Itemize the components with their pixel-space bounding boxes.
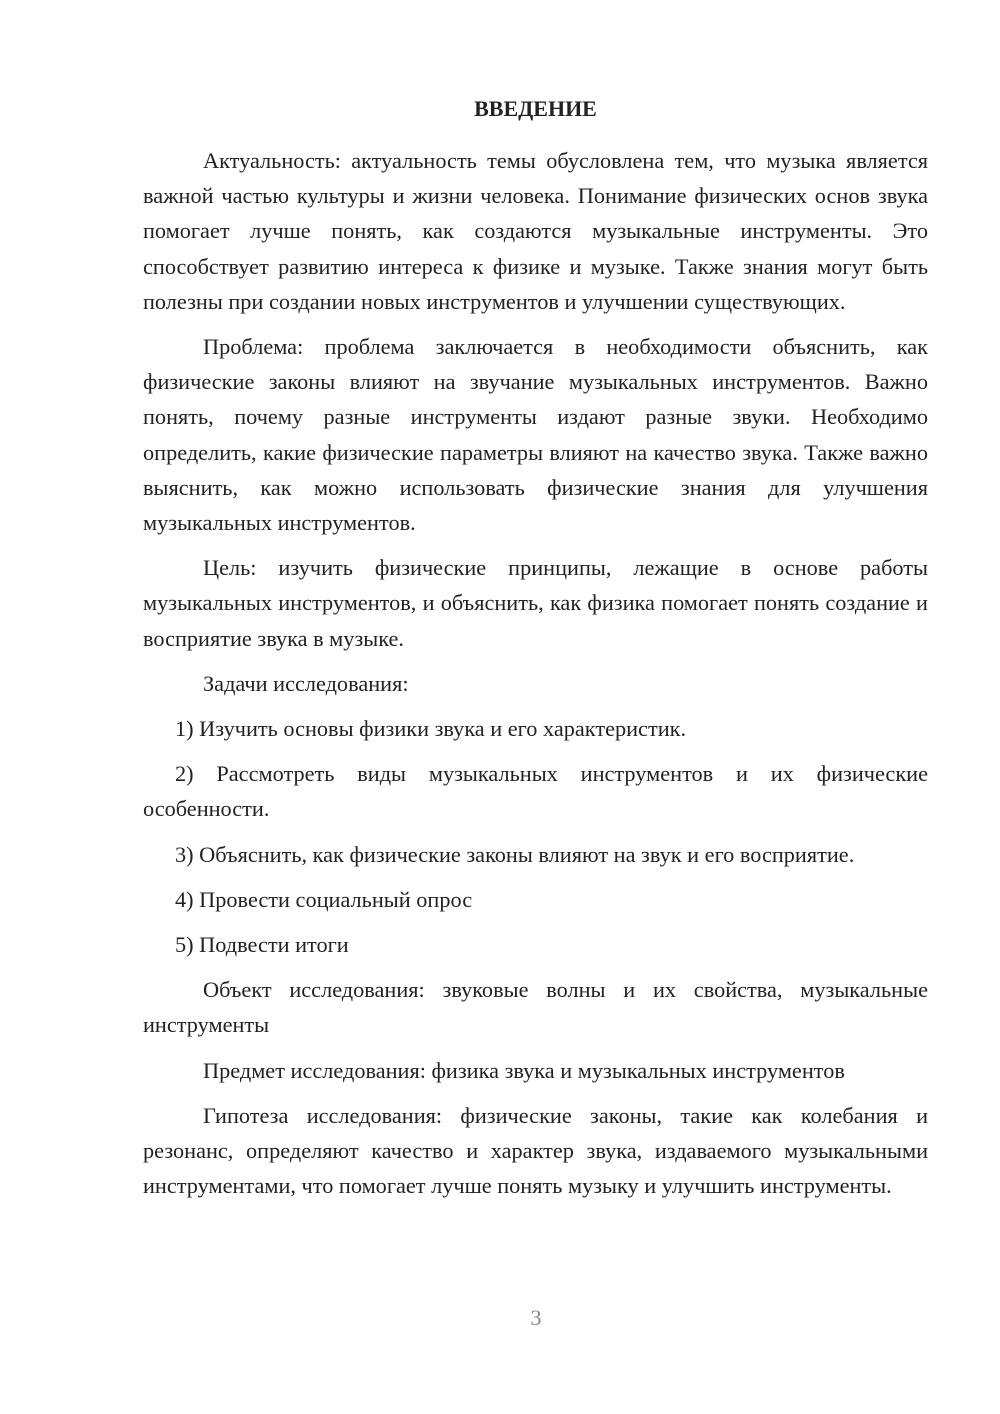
paragraph-goal: Цель: изучить физические принципы, лежащие в основе работы музыкальных инструментов, и объяснить, как физика помогает понять создание и восприятие звука в музыке.: [143, 555, 928, 651]
task-item: 3) Объяснить, как физические законы влияют на звук и его восприятие.: [175, 841, 855, 867]
paragraph-subject: Предмет исследования: физика звука и музыкальных инструментов: [203, 1057, 845, 1083]
page-number: 3: [530, 1305, 542, 1330]
paragraph-relevance: Актуальность: актуальность темы обусловлена тем, что музыка является важной частью культуры и жизни человека. Понимание физических основ звука помогает лучше понять, как создаются музыкальные инструменты. Это способствует развитию интереса к физике и музыке. Также знания могут быть полезны при создании новых инструментов и улучшении существующих.: [143, 148, 928, 314]
paragraph-hypothesis: Гипотеза исследования: физические законы, такие как колебания и резонанс, определяют качество и характер звука, издаваемого музыкальными инструментами, что помогает лучше понять музыку и улучшить инструменты.: [143, 1102, 928, 1199]
task-item: 1) Изучить основы физики звука и его характеристик.: [175, 716, 687, 742]
section-title: ВВЕДЕНИЕ: [474, 96, 597, 121]
task-item: 4) Провести социальный опрос: [175, 886, 473, 912]
task-item: 5) Подвести итоги: [175, 932, 349, 958]
document-body: [143, 143, 928, 1213]
paragraph-object: Объект исследования: звуковые волны и их свойства, музыкальные инструменты: [143, 977, 928, 1038]
task-item: 2) Рассмотреть виды музыкальных инструментов и их физические особенности.: [143, 761, 928, 822]
paragraph-problem: Проблема: проблема заключается в необходимости объяснить, как физические законы влияют на звучание музыкальных инструментов. Важно понять, почему разные инструменты издают разные звуки. Необходимо определить, какие физические параметры влияют на качество звука. Также важно выяснить, как можно использовать физические знания для улучшения музыкальных инструментов.: [143, 334, 928, 536]
paragraph-tasks-heading: Задачи исследования:: [203, 670, 409, 696]
